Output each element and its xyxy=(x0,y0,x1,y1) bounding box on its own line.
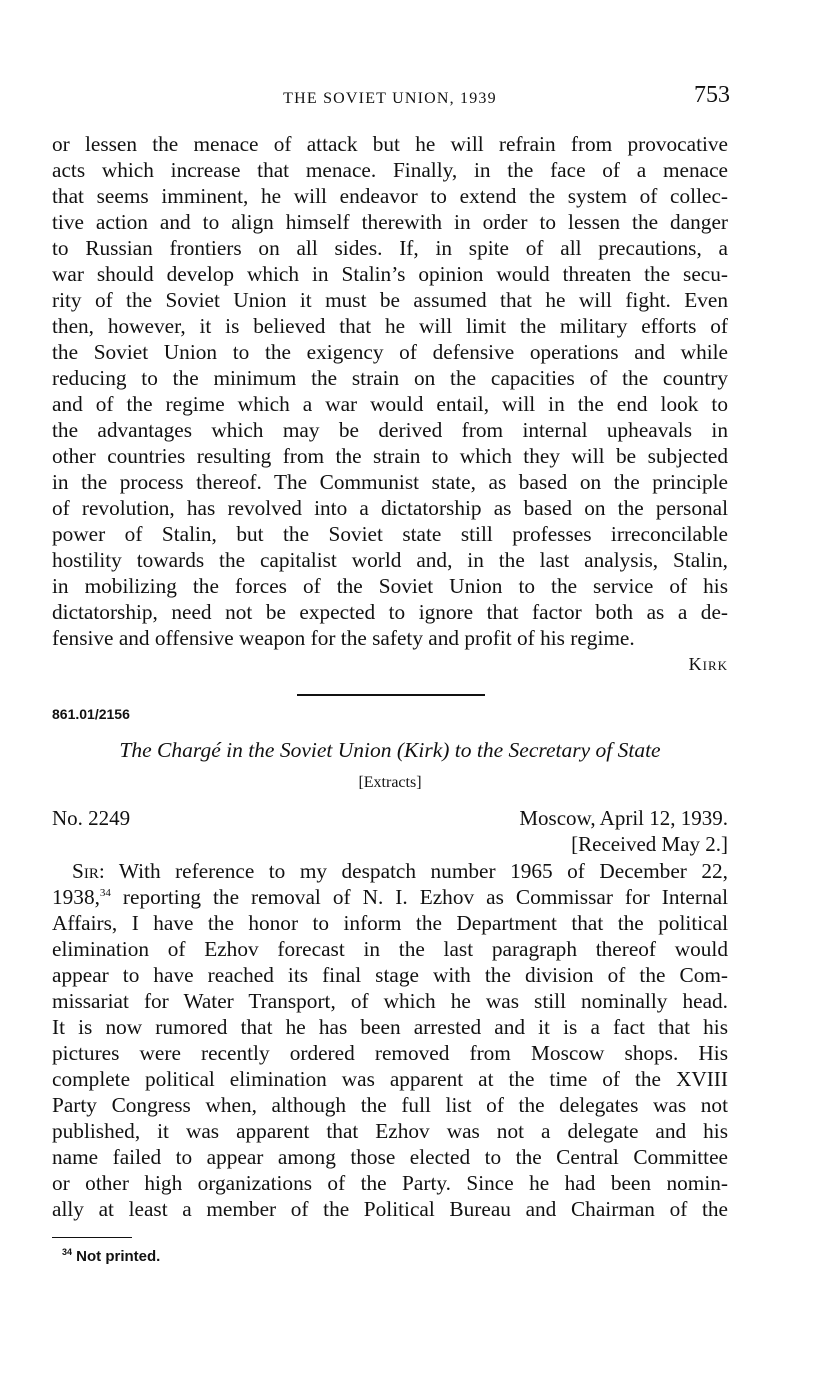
letter-line: Affairs, I have the honor to inform the Department that the political xyxy=(52,911,728,935)
letter-line xyxy=(52,858,728,884)
letter-text: With reference to my despatch number 1965 of December 22, xyxy=(104,859,728,883)
letter-text: 1938, xyxy=(52,885,100,909)
paragraph-line: in mobilizing the forces of the Soviet Union to the service of his xyxy=(52,574,728,598)
paragraph-line: the advantages which may be derived from internal upheavals in xyxy=(52,418,728,442)
letter-line: Party Congress when, although the full list of the delegates was not xyxy=(52,1093,728,1117)
signature: Kirk xyxy=(688,654,728,674)
footnote-text: Not printed. xyxy=(72,1248,161,1265)
paragraph-line: to Russian frontiers on all sides. If, in spite of all precautions, a xyxy=(52,236,728,260)
letter-line: name failed to appear among those elected to the Central Committee xyxy=(52,1145,728,1169)
letter-line: or other high organizations of the Party. Since he had been nomin- xyxy=(52,1171,728,1195)
paragraph-line: the Soviet Union to the exigency of defensive operations and while xyxy=(52,340,728,364)
paragraph-line: rity of the Soviet Union it must be assumed that he will fight. Even xyxy=(52,288,728,312)
page-number: 753 xyxy=(694,82,730,108)
footnote xyxy=(62,1248,160,1265)
paragraph-line: fensive and offensive weapon for the safety and profit of his regime. xyxy=(52,626,635,650)
first-paragraph xyxy=(52,131,728,651)
letter-line: appear to have reached its final stage with the division of the Com- xyxy=(52,963,728,987)
letter-line: It is now rumored that he has been arrested and it is a fact that his xyxy=(52,1015,728,1039)
file-reference: 861.01/2156 xyxy=(52,706,130,722)
paragraph-line: hostility towards the capitalist world and, in the last analysis, Stalin, xyxy=(52,548,728,572)
letter-text: reporting the removal of N. I. Ezhov as Commissar for Internal xyxy=(110,885,728,909)
section-divider xyxy=(297,694,485,696)
footnote-reference: 34 xyxy=(99,887,111,899)
document-number: No. 2249 xyxy=(52,806,131,830)
paragraph-line: other countries resulting from the strain to which they will be subjected xyxy=(52,444,728,468)
paragraph-line: tive action and to align himself therewith in order to lessen the danger xyxy=(52,210,728,234)
paragraph-line: in the process thereof. The Communist state, as based on the principle xyxy=(52,470,728,494)
salutation: Sir: xyxy=(72,859,105,883)
letter-line xyxy=(52,884,728,910)
letter-line: missariat for Water Transport, of which he was still nominally head. xyxy=(52,989,728,1013)
letter-line: elimination of Ezhov forecast in the last paragraph thereof would xyxy=(52,937,728,961)
paragraph-line: or lessen the menace of attack but he will refrain from provocative xyxy=(52,132,728,156)
paragraph-line: reducing to the minimum the strain on the capacities of the country xyxy=(52,366,728,390)
letter-line: pictures were recently ordered removed from Moscow shops. His xyxy=(52,1041,728,1065)
letter-line: ally at least a member of the Political Bureau and Chairman of the xyxy=(52,1197,728,1221)
paragraph-line: of revolution, has revolved into a dictatorship as based on the personal xyxy=(52,496,728,520)
footnote-divider xyxy=(52,1237,132,1238)
paragraph-line: power of Stalin, but the Soviet state still professes irreconcilable xyxy=(52,522,728,546)
document-title: The Chargé in the Soviet Union (Kirk) to the Secretary of State xyxy=(119,738,661,762)
letter-line: complete political elimination was apparent at the time of the XVIII xyxy=(52,1067,728,1091)
paragraph-line: dictatorship, need not be expected to ignore that factor both as a de- xyxy=(52,600,728,624)
paragraph-line: that seems imminent, he will endeavor to extend the system of collec- xyxy=(52,184,728,208)
dateline: Moscow, April 12, 1939. xyxy=(519,806,728,830)
letter-body xyxy=(52,858,728,1222)
received-note: [Received May 2.] xyxy=(571,832,728,856)
footnote-marker: 34 xyxy=(62,1247,73,1257)
running-title: THE SOVIET UNION, 1939 xyxy=(283,90,497,107)
paragraph-line: acts which increase that menace. Finally, in the face of a menace xyxy=(52,158,728,182)
paragraph-line: and of the regime which a war would entail, will in the end look to xyxy=(52,392,728,416)
paragraph-line: war should develop which in Stalin’s opinion would threaten the secu- xyxy=(52,262,728,286)
extracts-note: [Extracts] xyxy=(358,774,422,791)
letter-line: published, it was apparent that Ezhov was not a delegate and his xyxy=(52,1119,728,1143)
paragraph-line: then, however, it is believed that he will limit the military efforts of xyxy=(52,314,728,338)
